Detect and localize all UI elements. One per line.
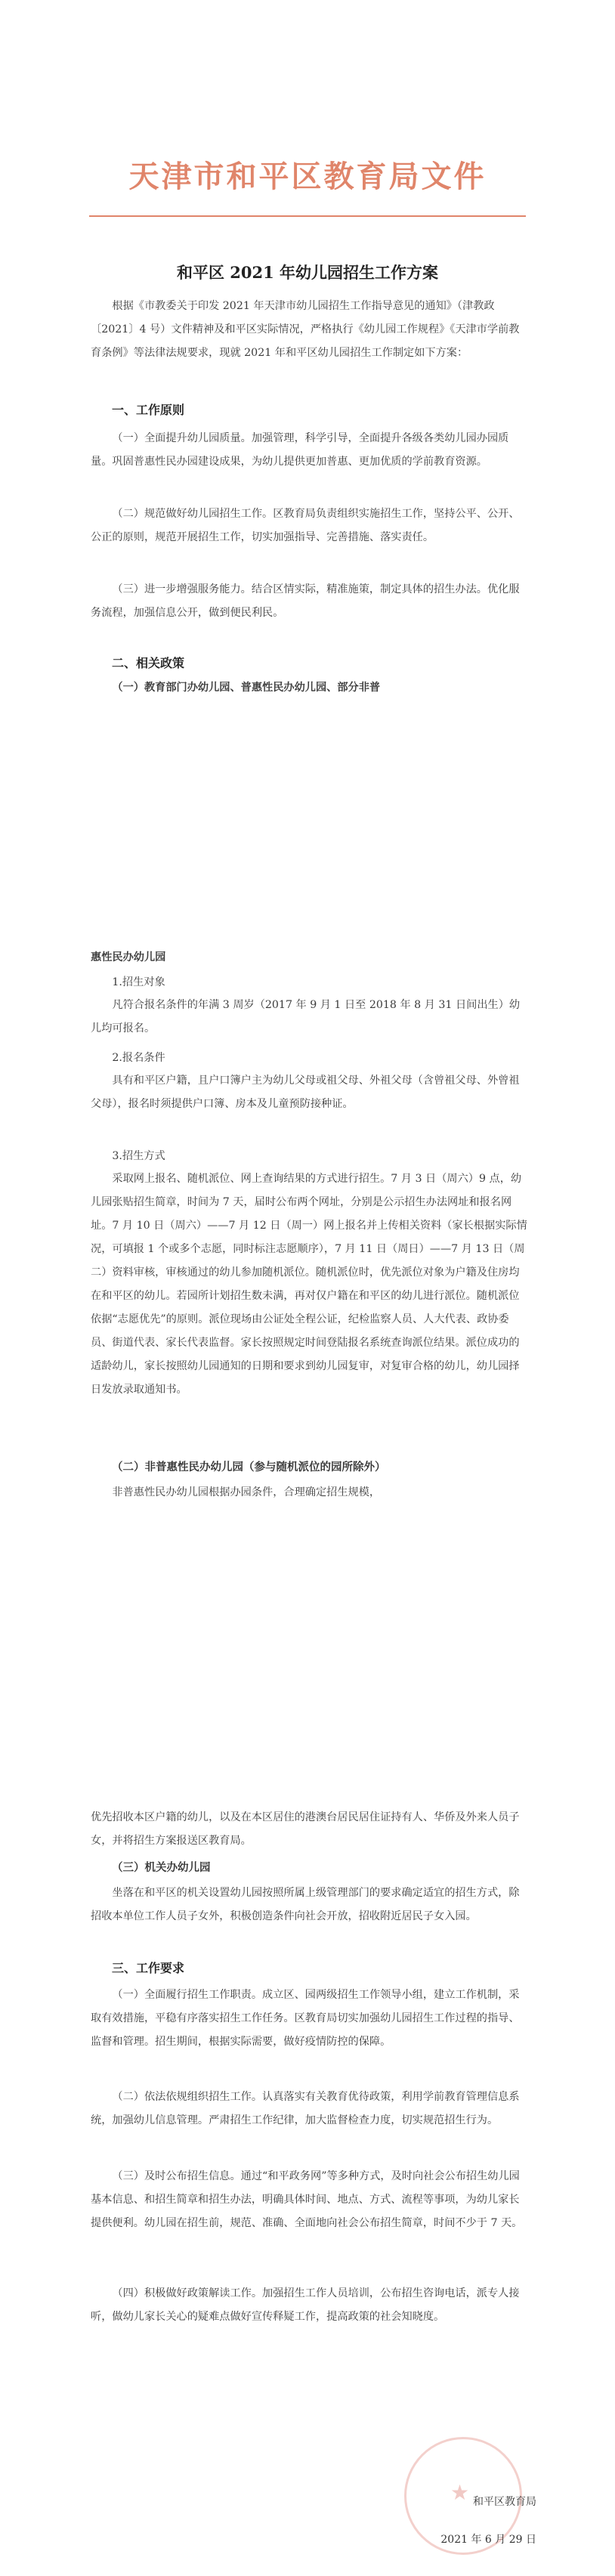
page-2	[0, 884, 615, 1753]
s2-sub3-heading: （三）机关办幼儿园	[112, 1861, 211, 1874]
seal-star-icon: ★	[450, 2480, 470, 2505]
s2-sub2-cont: 优先招收本区户籍的幼儿，以及在本区居住的港澳台居民居住证持有人、华侨及外来人员子女，并将招生方案报送区教育局。	[91, 1811, 520, 1847]
s2-item1-label: 1.招生对象	[112, 976, 165, 988]
s1-p2: （二）规范做好幼儿园招生工作。区教育局负责组织实施招生工作，坚持公平、公开、公正的原则，规范开展招生工作，切实加强指导、完善措施、落实责任。	[91, 508, 520, 543]
s2-item3-label: 3.招生方式	[112, 1150, 165, 1162]
page-1	[0, 0, 615, 884]
section-2-heading: 二、相关政策	[112, 656, 185, 670]
s1-p3: （三）进一步增强服务能力。结合区情实际，精准施策，制定具体的招生办法。优化服务流程，加强信息公开，做到便民利民。	[91, 583, 520, 619]
signature-date: 2021 年 6 月 29 日	[440, 2534, 536, 2546]
s2-item3-text: 采取网上报名、随机派位、网上查询结果的方式进行招生。7 月 3 日（周六）9 点，幼儿园张贴招生简章，时间为 7 天，届时公布两个网址，分别是公示招生办法网址和报名网址。7 月 10 日（周六）——7 月 12 日（周一）网上报名并上传相关资料（家长根据实际情况，可填报 1 个或多个志愿，同时标注志愿顺序），7 月 11 日（周日）——7 月 13 日（周二）资料审核，审核通过的幼儿参加随机派位。随机派位时，优先派位对象为户籍及住房均在和平区的幼儿。若园所计划招生数未满，再对仅户籍在和平区的幼儿进行派位。随机派位依据“志愿优先”的原则。派位现场由公证处全程公证，纪检监察人员、人大代表、政协委员、街道代表、家长代表监督。家长按照规定时间登陆报名系统查询派位结果。派位成功的适龄幼儿，家长按照幼儿园通知的日期和要求到幼儿园复审，对复审合格的幼儿，幼儿园择日发放录取通知书。	[91, 1173, 527, 1396]
signature-org: 和平区教育局	[473, 2496, 536, 2508]
s2-item2-text: 具有和平区户籍，且户口簿户主为幼儿父母或祖父母、外祖父母（含曾祖父母、外曾祖父母），报名时须提供户口簿、房本及儿童预防接种证。	[91, 1075, 520, 1110]
s2-sub2-line: 非普惠性民办幼儿园根据办园条件，合理确定招生规模，	[112, 1486, 381, 1498]
s3-p4: （四）积极做好政策解读工作。加强招生工作人员培训，公布招生咨询电话，派专人接听，做幼儿家长关心的疑难点做好宣传释疑工作，提高政策的社会知晓度。	[91, 2287, 520, 2323]
s3-p3: （三）及时公布招生信息。通过“和平政务网”等多种方式，及时向社会公布招生幼儿园基本信息、和招生简章和招生办法，明确具体时间、地点、方式、流程等事项，为幼儿家长提供便利。幼儿园在招生前，规范、准确、全面地向社会公布招生简章，时间不少于 7 天。	[91, 2170, 523, 2229]
intro-paragraph: 根据《市教委关于印发 2021 年天津市幼儿园招生工作指导意见的通知》（津教政〔2021〕4 号）文件精神及和平区实际情况，严格执行《幼儿园工作规程》《天津市学前教育条例》等法律法规要求，现就 2021 年和平区幼儿园招生工作制定如下方案：	[91, 300, 520, 359]
s3-p2: （二）依法依规组织招生工作。认真落实有关教育优待政策，利用学前教育管理信息系统，加强幼儿信息管理。严肃招生工作纪律，加大监督检查力度，切实规范招生行为。	[91, 2091, 520, 2126]
s2-item1-text: 凡符合报名条件的年满 3 周岁（2017 年 9 月 1 日至 2018 年 8 月 31 日间出生）幼儿均可报名。	[91, 999, 521, 1034]
section-1-heading: 一、工作原则	[112, 403, 185, 417]
s2-sub3-text: 坐落在和平区的机关设置幼儿园按照所属上级管理部门的要求确定适宜的招生方式，除招收本单位工作人员子女外，积极创造条件向社会开放，招收附近居民子女入园。	[91, 1887, 520, 1922]
s2-sub2-heading: （二）非普惠性民办幼儿园（参与随机派位的园所除外）	[112, 1461, 386, 1474]
s2-sub1-cont: 惠性民办幼儿园	[91, 951, 166, 963]
s3-p1: （一）全面履行招生工作职责。成立区、园两级招生工作领导小组，建立工作机制，采取有效措施，平稳有序落实招生工作任务。区教育局切实加强幼儿园招生工作过程的指导、监督和管理。招生期间，根据实际需要，做好疫情防控的保障。	[91, 1989, 520, 2048]
s1-p1: （一）全面提升幼儿园质量。加强管理，科学引导，全面提升各级各类幼儿园办园质量。巩固普惠性民办园建设成果，为幼儿提供更加普惠、更加优质的学前教育资源。	[91, 432, 509, 468]
section-3-heading: 三、工作要求	[112, 1961, 185, 1975]
document-title: 和平区 2021 年幼儿园招生工作方案	[176, 263, 439, 282]
s2-item2-label: 2.报名条件	[112, 1052, 165, 1064]
page-3	[0, 1753, 615, 2576]
header-divider	[89, 215, 526, 217]
document-header: 天津市和平区教育局文件	[128, 159, 487, 194]
s2-sub1-line: （一）教育部门办幼儿园、普惠性民办幼儿园、部分非普	[112, 682, 381, 694]
